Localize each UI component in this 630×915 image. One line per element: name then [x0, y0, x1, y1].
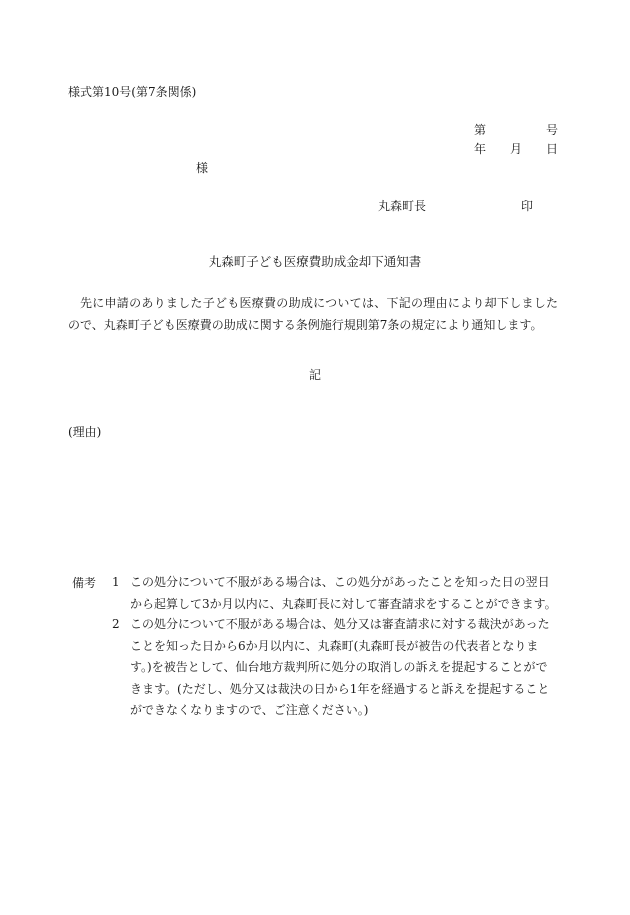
- remark-item: [112, 614, 558, 722]
- date-month: 月: [510, 142, 523, 156]
- issuer-name: 丸森町長: [378, 199, 427, 213]
- form-label: 様式第10号(第7条関係): [68, 85, 197, 99]
- addressee-suffix: 様: [196, 161, 209, 175]
- date-year: 年: [474, 142, 487, 156]
- document-title: 丸森町子ども医療費助成金却下通知書: [208, 254, 422, 269]
- seal-mark: 印: [521, 199, 534, 213]
- remark-number: 2: [112, 617, 120, 631]
- ki-heading: 記: [308, 368, 321, 382]
- remark-text: この処分について不服がある場合は、処分又は審査請求に対する裁決があったことを知った日から6か月以内に、丸森町(丸森町長が被告の代表者となります。)を被告として、仙台地方裁判所に処分の取消しの訴えを提起することができます。(ただし、処分又は裁決の日から1年を経過すると訴えを提起することができなくなりますので、ご注意ください。): [130, 617, 550, 717]
- remark-text: この処分について不服がある場合は、この処分があったことを知った日の翌日から起算して3か月以内に、丸森町長に対して審査請求をすることができます。: [130, 575, 557, 611]
- body-text: 先に申請のありました子ども医療費の助成については、下記の理由により却下しましたので、丸森町子ども医療費の助成に関する条例施行規則第7条の規定により通知します。: [68, 296, 558, 332]
- remark-item: [112, 572, 558, 615]
- remark-number: 1: [112, 575, 120, 589]
- remarks-label: 備考: [72, 576, 97, 590]
- document-number-prefix: 第: [474, 123, 487, 137]
- reason-label: (理由): [68, 425, 102, 439]
- document-number-suffix: 号: [546, 123, 559, 137]
- date-day: 日: [546, 142, 559, 156]
